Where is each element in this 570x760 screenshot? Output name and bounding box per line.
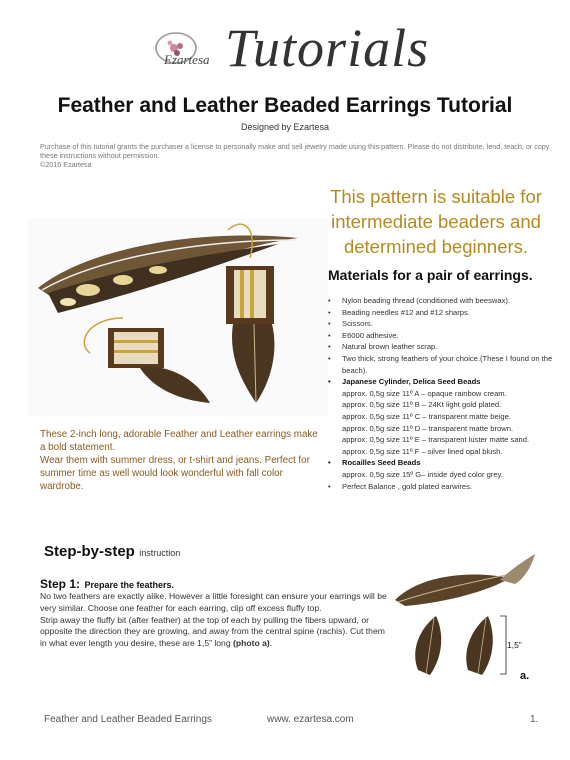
steps-heading xyxy=(44,543,180,561)
description-paragraph: These 2-inch long, adorable Feather and Leather earrings make a bold statement. xyxy=(40,429,318,453)
bead-entry: approx. 0,5g size 11º E – transparent luster matte sand. xyxy=(342,435,530,445)
copyright-line: ©2016 Ezartesa xyxy=(40,160,92,169)
logo-small-text: Ezartesa xyxy=(164,52,210,67)
footer-website[interactable]: www. ezartesa.com xyxy=(267,714,354,725)
step1-period: . xyxy=(269,638,273,649)
step1-label: Step 1: xyxy=(40,577,81,591)
skill-line: This pattern is suitable for xyxy=(330,186,542,207)
list-item: • Nylon beading thread (conditioned with beeswax). xyxy=(328,295,553,307)
page-title: Feather and Leather Beaded Earrings Tutorial xyxy=(57,94,513,117)
bead-entry: approx. 0,5g size 11º B – 24Kt light gold plated. xyxy=(342,400,502,410)
list-item: • Perfect Balance , gold plated earwires. xyxy=(328,481,553,493)
page-number: 1. xyxy=(530,714,539,725)
list-item: • Scissors. xyxy=(328,318,553,330)
list-item: • Two thick, strong feathers of your choice.(These I found on the beach). xyxy=(328,353,553,376)
skill-line: determined beginners. xyxy=(343,236,529,257)
list-item: • E6000 adhesive. xyxy=(328,330,553,342)
list-item: • Beading needles #12 and #12 sharps. xyxy=(328,307,553,319)
bead-entry: approx. 0,5g size 11º C – transparent matte beige. xyxy=(342,411,511,421)
logo-big-text: Tutorials xyxy=(225,18,430,78)
feather-photo-a xyxy=(390,540,540,690)
dimension-label: 1,5” xyxy=(507,640,522,650)
bead-entry: approx. 0,5g size 11º F – silver lined opal blush. xyxy=(342,446,503,456)
step1-text: Strip away the fluffy bit (after feather) at the top of each by pulling the fibers upward, or opposite the direction they are growing, and away from the central spine (rachis). Cut them in what ever length you desire, these are 1,5” long xyxy=(40,614,385,649)
license-notice xyxy=(40,142,550,169)
materials-heading: Materials for a pair of earrings. xyxy=(328,267,533,283)
bead-entry: approx. 0,5g size 11º D – transparent matte brown. xyxy=(342,423,514,433)
step1-paragraph: No two feathers are exactly alike. However a little foresight can ensure your earrings will be very similar. Choose one feather for each earring, clip off excess fluffy top. xyxy=(40,591,387,613)
license-line: these instructions without permission. xyxy=(40,151,160,160)
brand-logo xyxy=(150,18,440,80)
step1-body xyxy=(40,591,390,650)
skill-line: intermediate beaders and xyxy=(331,211,541,232)
earrings-photo xyxy=(28,218,328,416)
steps-heading-main: Step-by-step xyxy=(44,543,135,560)
footer-title: Feather and Leather Beaded Earrings xyxy=(44,714,212,725)
steps-heading-sub: instruction xyxy=(139,548,181,558)
materials-list xyxy=(328,295,553,492)
list-item: • Natural brown leather scrap. xyxy=(328,341,553,353)
license-line: Purchase of this tutorial grants the purchaser a license to personally make and sell jewelry made using this pattern. Please do not distribute, lend, teach, or copy xyxy=(40,142,550,151)
designer-credit: Designed by Ezartesa xyxy=(240,122,330,132)
photo-a-label: a. xyxy=(520,670,530,682)
step1-title: Prepare the feathers. xyxy=(84,580,175,590)
bead-entry: approx. 0,5g size 15º G– inside dyed color grey. xyxy=(342,469,503,479)
photo-reference: (photo a) xyxy=(233,638,270,649)
step1-paragraph xyxy=(40,615,390,650)
list-item-heading: • Japanese Cylinder, Delica Seed Beads xyxy=(328,376,553,388)
skill-level-note xyxy=(322,184,550,259)
list-item-heading: • Rocailles Seed Beads xyxy=(328,457,553,469)
bead-entry: approx. 0,5g size 11º A – opaque rainbow cream. xyxy=(342,388,507,398)
description xyxy=(40,428,322,493)
description-paragraph: Wear them with summer dress, or t-shirt and jeans. Perfect for summer time as well would look wonderful with fall color wardrobe. xyxy=(40,455,310,492)
